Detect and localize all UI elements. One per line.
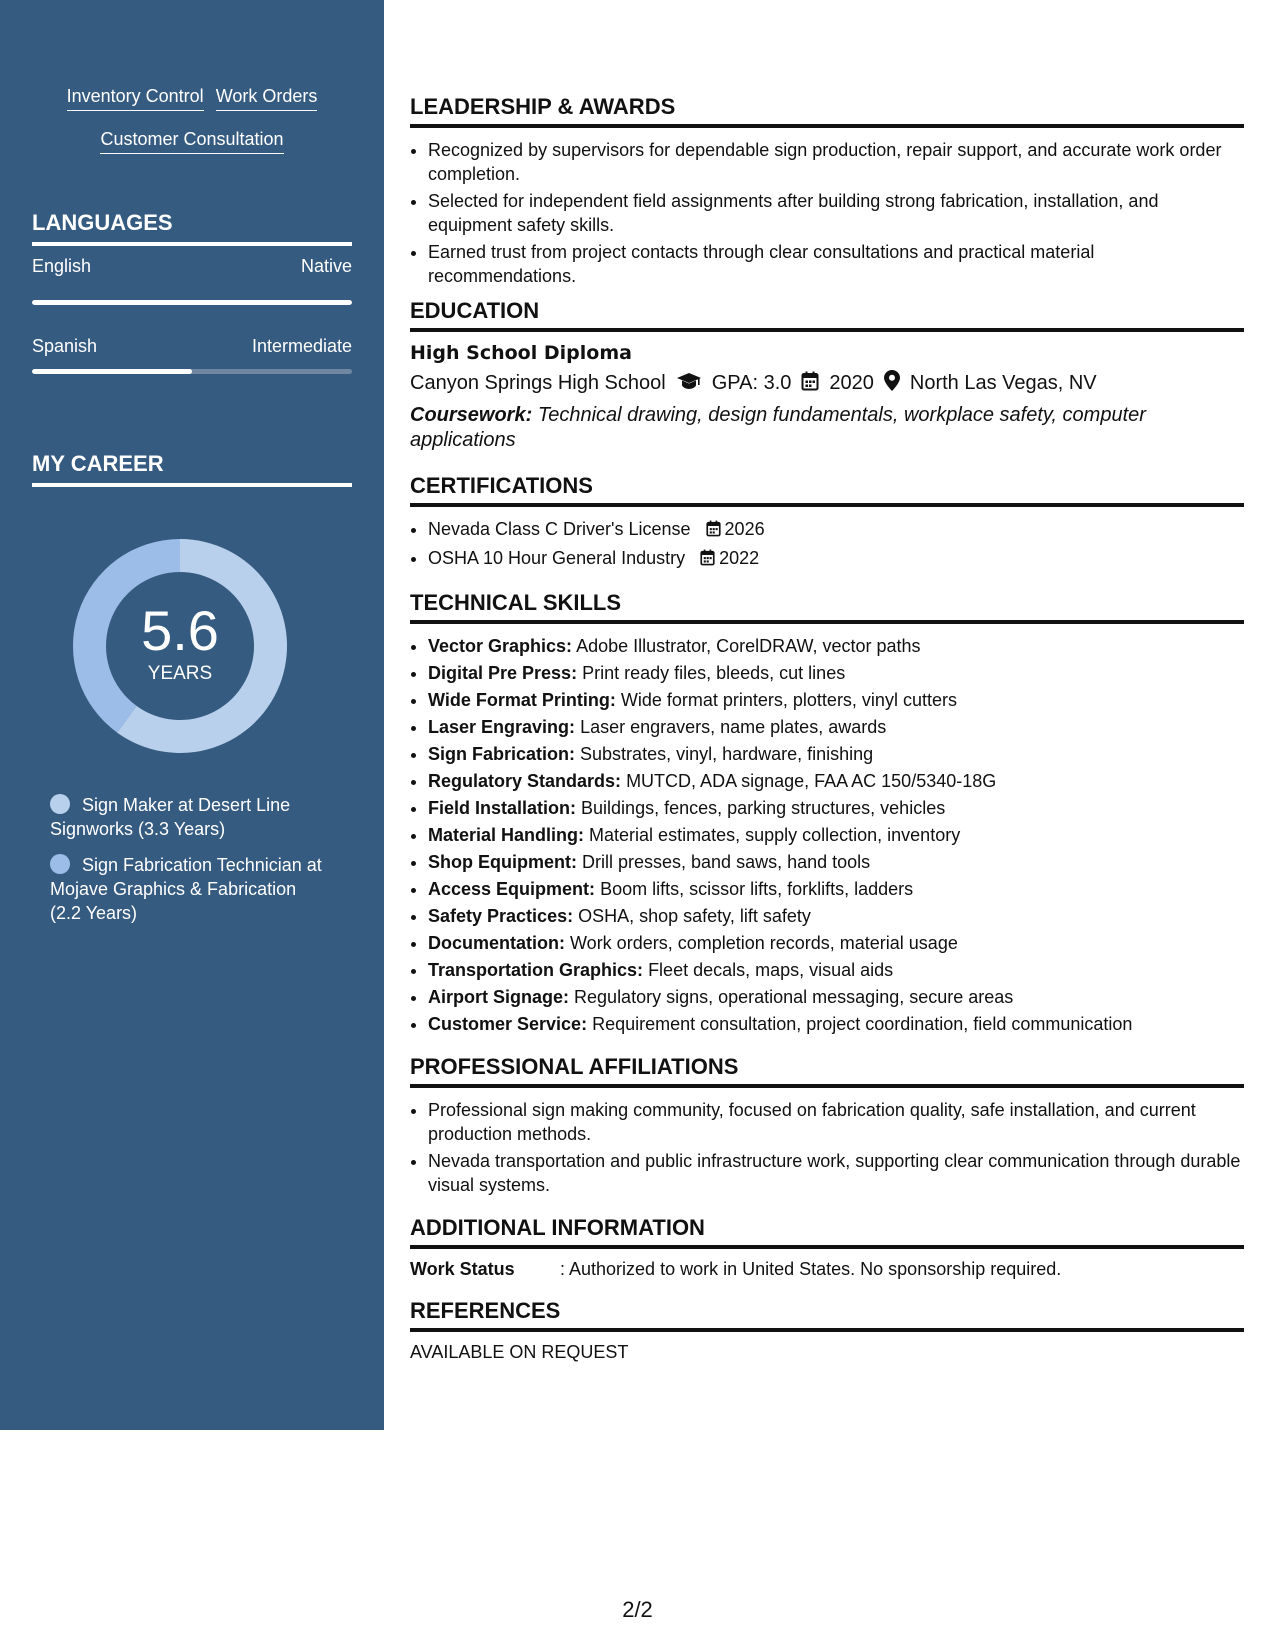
language-name: Spanish — [32, 336, 98, 356]
school-name: Canyon Springs High School — [410, 372, 666, 394]
certification-year: 2022 — [719, 548, 760, 568]
section-title: REFERENCES — [410, 1298, 1244, 1332]
page-number: 2/2 — [622, 1597, 653, 1622]
skill-label: Documentation: — [428, 933, 565, 953]
skill-label: Access Equipment: — [428, 879, 596, 899]
certification-item — [428, 546, 1244, 572]
legend-dot-icon — [50, 794, 70, 814]
list-item: • Recognized by supervisors for dependable sign production, repair support, and accurate work order completion. — [428, 138, 1244, 186]
languages-heading: LANGUAGES — [32, 210, 352, 246]
section-title: PROFESSIONAL AFFILIATIONS — [410, 1054, 1244, 1088]
skill-tag: Work Orders — [216, 86, 318, 111]
skill-label: Regulatory Standards: — [428, 771, 622, 791]
skill-item — [428, 1012, 1244, 1036]
skill-label: Shop Equipment: — [428, 852, 577, 872]
certifications-section — [410, 473, 1244, 572]
skill-value: OSHA, shop safety, lift safety — [578, 906, 811, 926]
list-item: • Nevada transportation and public infrastructure work, supporting clear communication through durable visual systems. — [428, 1149, 1244, 1197]
skill-value: Requirement consultation, project coordination, field communication — [592, 1014, 1133, 1034]
language-name: English — [32, 256, 92, 276]
skill-value: MUTCD, ADA signage, FAA AC 150/5340-18G — [626, 771, 997, 791]
skill-value: Material estimates, supply collection, inventory — [589, 825, 961, 845]
language-level: Intermediate — [251, 336, 352, 356]
career-item — [50, 793, 330, 841]
location-pin-icon — [884, 370, 900, 397]
skill-value: Fleet decals, maps, visual aids — [648, 960, 894, 980]
skill-label: Wide Format Printing: — [428, 690, 616, 710]
skill-value: Print ready files, bleeds, cut lines — [582, 663, 846, 683]
references-section — [410, 1298, 1244, 1363]
gpa: GPA: 3.0 — [711, 372, 792, 394]
skill-value: Buildings, fences, parking structures, vehicles — [581, 798, 946, 818]
skill-label: Digital Pre Press: — [428, 663, 578, 683]
coursework — [410, 403, 1244, 453]
certification-name: OSHA 10 Hour General Industry — [428, 548, 686, 568]
affiliations-section — [410, 1054, 1244, 1197]
skill-item — [428, 661, 1244, 685]
career-item-text: Sign Fabrication Technician at Mojave Graphics & Fabrication (2.2 Years) — [50, 855, 322, 923]
language-row — [32, 336, 352, 357]
skill-item — [428, 850, 1244, 874]
skill-value: Substrates, vinyl, hardware, finishing — [580, 744, 874, 764]
sidebar — [0, 0, 384, 1430]
section-title: TECHNICAL SKILLS — [410, 590, 1244, 624]
skill-value: Laser engravers, name plates, awards — [580, 717, 887, 737]
career-legend — [50, 793, 330, 937]
skill-value: Drill presses, band saws, hand tools — [582, 852, 871, 872]
list-item: • Earned trust from project contacts through clear consultations and practical material recommendations. — [428, 240, 1244, 288]
certification-year: 2026 — [724, 519, 765, 539]
skill-item — [428, 715, 1244, 739]
work-status-value: : Authorized to work in United States. No sponsorship required. — [560, 1259, 1062, 1279]
skill-item — [428, 877, 1244, 901]
references-text: AVAILABLE ON REQUEST — [410, 1342, 629, 1362]
calendar-icon — [801, 371, 819, 397]
skill-value: Wide format printers, plotters, vinyl cutters — [620, 690, 957, 710]
career-total-value: 5.6 — [141, 599, 219, 662]
skill-value: Regulatory signs, operational messaging, secure areas — [574, 987, 1014, 1007]
skill-label: Field Installation: — [428, 798, 577, 818]
skill-item — [428, 769, 1244, 793]
language-proficiency-fill — [32, 300, 352, 305]
graduation-cap-icon — [676, 372, 702, 396]
skill-label: Transportation Graphics: — [428, 960, 644, 980]
career-heading: MY CAREER — [32, 451, 352, 487]
skill-item — [428, 634, 1244, 658]
career-total — [66, 532, 294, 760]
skill-label: Customer Service: — [428, 1014, 588, 1034]
skill-item — [428, 904, 1244, 928]
education-section — [410, 298, 1244, 453]
work-status-row — [410, 1259, 1244, 1280]
career-total-unit: YEARS — [147, 663, 213, 684]
skill-item — [428, 931, 1244, 955]
list-item: • Selected for independent field assignments after building strong fabrication, installation, and equipment safety skills. — [428, 189, 1244, 237]
main-content — [410, 94, 1244, 1373]
skill-value: Adobe Illustrator, CorelDRAW, vector paths — [576, 636, 921, 656]
section-title: EDUCATION — [410, 298, 1244, 332]
skill-value: Work orders, completion records, material usage — [570, 933, 958, 953]
certification-item — [428, 517, 1244, 543]
leadership-section — [410, 94, 1244, 288]
skill-item — [428, 688, 1244, 712]
legend-dot-icon — [50, 854, 70, 874]
language-proficiency-fill — [32, 369, 192, 374]
skill-label: Vector Graphics: — [428, 636, 573, 656]
career-item — [50, 853, 330, 925]
skill-label: Laser Engraving: — [428, 717, 576, 737]
skill-tags — [32, 86, 352, 172]
skill-tag: Inventory Control — [67, 86, 204, 111]
skill-label: Airport Signage: — [428, 987, 570, 1007]
list-item: • Professional sign making community, focused on fabrication quality, safe installation, and current production methods. — [428, 1098, 1244, 1146]
additional-info-section — [410, 1215, 1244, 1280]
coursework-text: Technical drawing, design fundamentals, workplace safety, computer applications — [410, 404, 1146, 451]
section-title: ADDITIONAL INFORMATION — [410, 1215, 1244, 1249]
skill-item — [428, 742, 1244, 766]
degree: High School Diploma — [410, 342, 632, 364]
education-meta — [410, 370, 1244, 397]
graduation-year: 2020 — [829, 372, 874, 394]
coursework-label: Coursework: — [410, 404, 533, 426]
language-row — [32, 256, 352, 277]
skill-tag: Customer Consultation — [100, 129, 283, 154]
skill-item — [428, 958, 1244, 982]
work-status-label: Work Status — [410, 1259, 515, 1279]
language-level: Native — [300, 256, 352, 276]
skill-item — [428, 985, 1244, 1009]
skill-label: Safety Practices: — [428, 906, 574, 926]
career-item-text: Sign Maker at Desert Line Signworks (3.3 Years) — [50, 795, 291, 839]
calendar-icon — [700, 548, 715, 572]
language-proficiency-bar — [32, 369, 352, 374]
language-proficiency-bar — [32, 300, 352, 305]
technical-skills-list — [410, 634, 1244, 1036]
skill-value: Boom lifts, scissor lifts, forklifts, ladders — [600, 879, 914, 899]
skill-label: Material Handling: — [428, 825, 585, 845]
skill-label: Sign Fabrication: — [428, 744, 576, 764]
section-title: CERTIFICATIONS — [410, 473, 1244, 507]
certification-name: Nevada Class C Driver's License — [428, 519, 691, 539]
skill-item — [428, 796, 1244, 820]
calendar-icon — [706, 519, 721, 543]
technical-skills-section — [410, 590, 1244, 1036]
section-title: LEADERSHIP & AWARDS — [410, 94, 1244, 128]
school-location: North Las Vegas, NV — [909, 372, 1097, 394]
skill-item — [428, 823, 1244, 847]
